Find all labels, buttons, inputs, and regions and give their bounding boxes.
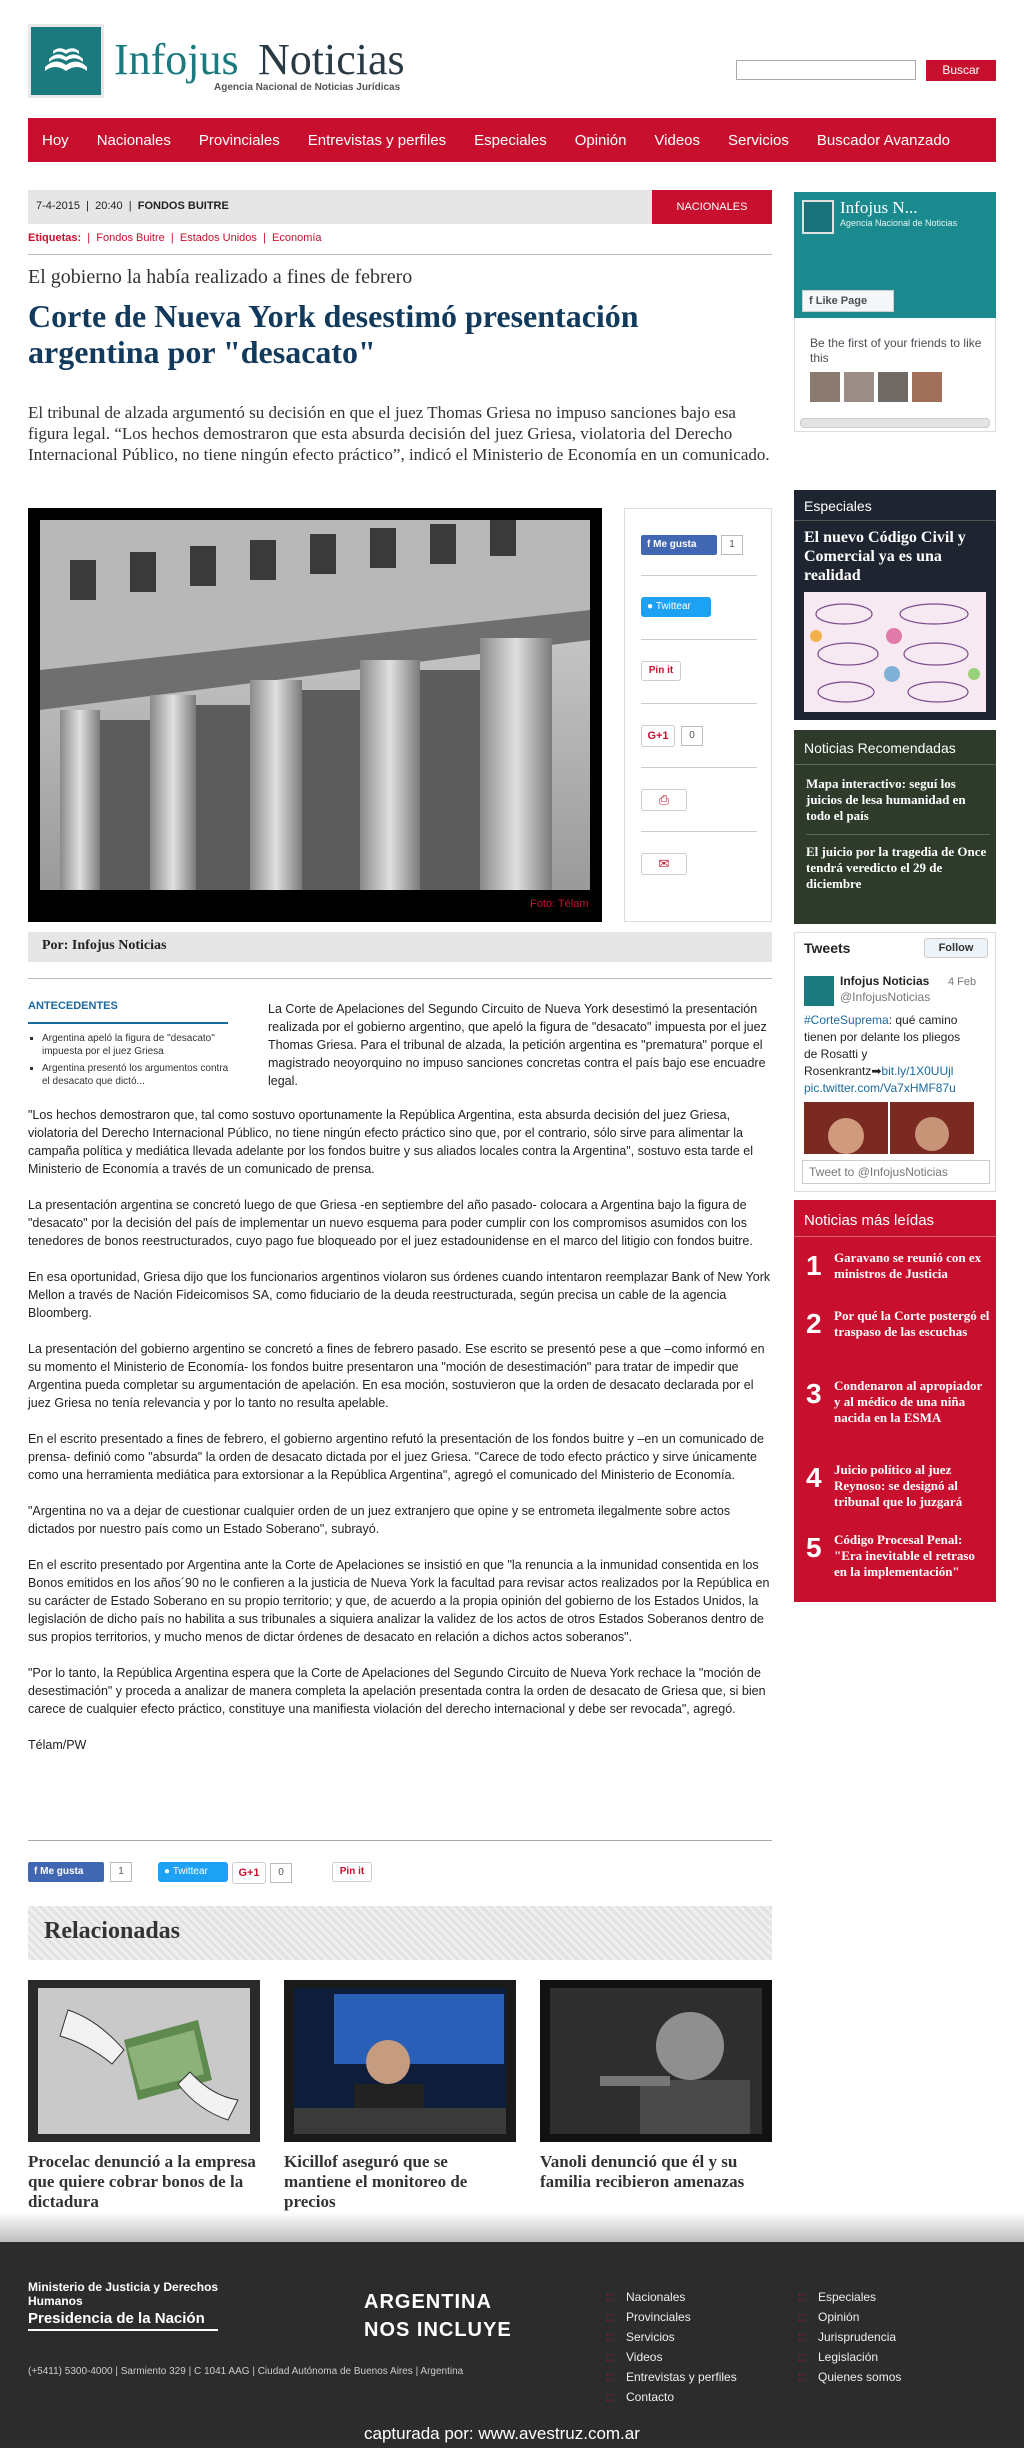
main-nav xyxy=(28,118,996,162)
article-source: Télam/PW xyxy=(28,1738,87,1752)
divider xyxy=(794,1236,996,1237)
mas-leida-link[interactable]: Condenaron al apropiador y al médico de una niña nacida en la ESMA xyxy=(834,1378,983,1425)
bottom-share-bar xyxy=(28,1862,772,1886)
facebook-like-count: 1 xyxy=(721,535,743,555)
nav-item-opinion[interactable]: Opinión xyxy=(574,131,627,149)
divider xyxy=(794,520,996,521)
rank-number: 2 xyxy=(806,1308,822,1339)
footer-link[interactable]: Nacionales xyxy=(626,2290,686,2304)
nav-item-hoy[interactable]: Hoy xyxy=(42,131,69,149)
tweet-to-input[interactable]: Tweet to @InfojusNoticias xyxy=(802,1160,990,1184)
divider xyxy=(28,1022,228,1024)
rank-number: 1 xyxy=(806,1250,822,1281)
google-plus-count: 0 xyxy=(270,1863,292,1883)
facebook-page-subtitle: Agencia Nacional de Noticias xyxy=(840,218,958,228)
site-logo[interactable] xyxy=(28,24,104,98)
bullet-icon: :: xyxy=(798,2350,805,2364)
codigo-civil-illustration[interactable] xyxy=(804,592,986,712)
related-image-vanoli[interactable] xyxy=(540,1980,772,2142)
bullet-icon: :: xyxy=(606,2290,613,2304)
facebook-friends-text: Be the first of your friends to like this xyxy=(810,336,982,365)
avatar[interactable] xyxy=(810,372,840,402)
twitter-bird-icon: ● xyxy=(164,1866,173,1877)
footer-link[interactable]: Jurisprudencia xyxy=(818,2330,897,2344)
nav-item-provinciales[interactable]: Provinciales xyxy=(198,131,280,149)
ministerio-logo-text[interactable]: Ministerio de Justicia y Derechos Humanos xyxy=(28,2280,219,2308)
facebook-like-label: Me gusta xyxy=(653,539,697,550)
article-headline: Corte de Nueva York desestimó presentación argentina por "desacato" xyxy=(28,298,639,370)
search-button[interactable]: Buscar xyxy=(926,60,996,81)
recomendadas-title: Noticias Recomendadas xyxy=(804,740,956,756)
especiales-title: Especiales xyxy=(804,498,872,514)
tweet-image[interactable] xyxy=(804,1102,974,1154)
facebook-like-page-button[interactable] xyxy=(802,290,894,312)
mas-leida-link[interactable]: Por qué la Corte postergó el traspaso de las escuchas xyxy=(834,1308,990,1339)
avatar[interactable] xyxy=(804,976,834,1006)
antecedente-link[interactable]: ▪ Argentina apeló la figura de "desacato" impuesta por el juez Griesa xyxy=(42,1032,234,1058)
pinterest-button[interactable]: Pin it xyxy=(641,661,681,681)
bullet-icon: :: xyxy=(606,2330,613,2344)
rank-number: 3 xyxy=(806,1378,822,1409)
tweet-text xyxy=(804,1012,974,1097)
bullet-icon: :: xyxy=(798,2310,805,2324)
nav-item-especiales[interactable]: Especiales xyxy=(474,131,547,149)
relacionadas-title: Relacionadas xyxy=(44,1918,181,1944)
nav-item-entrevistas[interactable]: Entrevistas y perfiles xyxy=(307,131,447,149)
tag-link[interactable]: Estados Unidos xyxy=(179,232,257,244)
tags-line: Etiquetas: | Fondos Buitre | Estados Unidos | Economía xyxy=(28,232,322,244)
mas-leida-link[interactable]: Código Procesal Penal: "Era inevitable el retraso en la implementación" xyxy=(834,1532,975,1579)
footer-contact: (+5411) 5300-4000 | Sarmiento 329 | C 1041 AAG | Ciudad Autónoma de Buenos Aires | Argentina xyxy=(28,2366,464,2377)
tweet-author-handle[interactable]: @InfojusNoticias xyxy=(840,990,931,1004)
tweet-author-name[interactable]: Infojus Noticias xyxy=(840,974,930,988)
brand-tagline: Agencia Nacional de Noticias Jurídicas xyxy=(214,82,401,93)
divider xyxy=(28,254,772,255)
facebook-page-avatar[interactable] xyxy=(802,200,834,234)
avatar[interactable] xyxy=(912,372,942,402)
tweet-button-label: Twittear xyxy=(172,1866,208,1877)
facebook-icon: f xyxy=(809,295,816,307)
article-paragraph: "Argentina no va a dejar de cuestionar cualquier orden de un juez extranjero que opine y se entrometa ilegalmente sobre actos dictados por nuestro país como un Estado Soberano", subrayó. xyxy=(28,1504,731,1536)
brand-name-primary[interactable]: Infojus xyxy=(114,35,239,84)
tweet-hashtag[interactable]: #CorteSuprema xyxy=(804,1013,889,1027)
tweet-button-label: Twittear xyxy=(655,601,691,612)
nav-item-buscador[interactable]: Buscador Avanzado xyxy=(816,131,951,149)
tweet-button[interactable] xyxy=(158,1862,228,1882)
bullet-icon: :: xyxy=(798,2330,805,2344)
tweet-link[interactable]: pic.twitter.com/Va7xHMF87u xyxy=(804,1081,956,1095)
nav-item-servicios[interactable]: Servicios xyxy=(728,131,789,149)
share-column xyxy=(624,508,772,922)
tag-link[interactable]: Fondos Buitre xyxy=(96,232,165,244)
article-paragraph: La presentación del gobierno argentino se concretó a fines de febrero pasado. Ese escrito se presentó pese a que –como informó en su momento el Ministerio de Economía- los fondos buitre presentaron una "moción de desestimación" para tratar de impedir que Argentina pueda completar su argumentación de apelación. En esa moción, sostuvieron que la orden de desacato declarada por el juez Griesa no tenía relevancia y por lo tanto no resulta apelable. xyxy=(28,1342,765,1410)
article-body xyxy=(28,1106,772,1772)
article-byline: Por: Infojus Noticias xyxy=(42,938,167,953)
bullet-icon: :: xyxy=(606,2390,613,2404)
bullet-icon: :: xyxy=(798,2290,805,2304)
facebook-icon: f xyxy=(34,1866,41,1877)
brand-name-secondary[interactable]: Noticias xyxy=(258,35,405,84)
tweet-link[interactable]: bit.ly/1X0UUjl xyxy=(881,1064,954,1078)
mas-leidas-title: Noticias más leídas xyxy=(804,1212,935,1229)
antecedente-link[interactable]: ▪ Argentina presentó los argumentos contra el desacato que dictó... xyxy=(42,1062,234,1088)
facebook-like-button[interactable] xyxy=(641,535,717,555)
bullet-icon: :: xyxy=(606,2310,613,2324)
footer-link[interactable]: Opinión xyxy=(818,2310,860,2324)
article-paragraph: La presentación argentina se concretó luego de que Griesa -en septiembre del año pasado- colocara a Argentina bajo la figura de "desacato" por la decisión del país de implementar un nuevo esquema para poder cumplir con los compromisos asumidos con los tenedores de bonos reestructurados, cuyo pago fue bloqueado por el juez estadounidense en el marco del litigio con fondos buitre. xyxy=(28,1198,753,1248)
rank-number: 4 xyxy=(806,1462,822,1493)
divider xyxy=(806,834,990,835)
capture-credit: capturada por: www.avestruz.com.ar xyxy=(364,2424,640,2443)
article-paragraph: "Por lo tanto, la República Argentina espera que la Corte de Apelaciones del Segundo Circuito de Nueva York rechace la "moción de desestimación" y proceda a analizar de manera completa la apelación presentada contra la orden de desacato de Griesa que, si bien carece de cualquier efecto práctico, constituye una manifiesta violación del derecho internacional y debe ser revocada", agregó. xyxy=(28,1666,766,1716)
antecedentes-title: ANTECEDENTES xyxy=(28,1000,118,1012)
presidencia-logo-text[interactable]: Presidencia de la Nación xyxy=(28,2310,218,2331)
avatar[interactable] xyxy=(878,372,908,402)
recomendadas-box xyxy=(794,730,996,924)
article-kicker: El gobierno la había realizado a fines de febrero xyxy=(28,266,413,288)
nav-item-videos[interactable]: Videos xyxy=(654,131,701,149)
recomendada-link[interactable]: Mapa interactivo: seguí los juicios de lesa humanidad en todo el país xyxy=(806,776,966,823)
related-image-hands-money[interactable] xyxy=(28,1980,260,2142)
divider xyxy=(641,767,757,768)
recomendada-link[interactable]: El juicio por la tragedia de Once tendrá veredicto el 29 de diciembre xyxy=(806,844,987,891)
bullet-icon: :: xyxy=(606,2370,613,2384)
related-image-kicillof[interactable] xyxy=(284,1980,516,2142)
printer-icon: ⎙ xyxy=(658,792,670,807)
tags-label: Etiquetas: xyxy=(28,232,82,244)
article-topic[interactable]: FONDOS BUITRE xyxy=(137,200,229,212)
related-headline[interactable]: Procelac denunció a la empresa que quiere cobrar bonos de la dictadura xyxy=(28,2152,256,2211)
like-page-label: Like Page xyxy=(815,295,868,307)
nos-incluye-text: NOS INCLUYE xyxy=(364,2319,512,2341)
facebook-like-count: 1 xyxy=(110,1862,132,1882)
nav-item-nacionales[interactable]: Nacionales xyxy=(96,131,171,149)
mas-leida-link[interactable]: Juicio político al juez Reynoso: se designó al tribunal que lo juzgará xyxy=(834,1462,963,1509)
argentina-text: ARGENTINA xyxy=(364,2291,492,2313)
twitter-bird-icon: ● xyxy=(647,601,656,612)
footer-link[interactable]: Contacto xyxy=(626,2390,675,2404)
print-button[interactable] xyxy=(641,789,687,811)
divider xyxy=(28,978,772,979)
footer-link[interactable]: Provinciales xyxy=(626,2310,691,2324)
email-button[interactable] xyxy=(641,853,687,875)
facebook-icon: f xyxy=(647,539,654,550)
article-lead: El tribunal de alzada argumentó su decisión en que el juez Thomas Griesa no impuso sanciones bajo esa figura legal. “Los hechos demostraron que esta absurda decisión del juez Griesa, violatoria del Derecho Internacional Público, no tiene ningún efecto práctico”, indicó el Ministerio de Economía en un comunicado. xyxy=(28,403,770,464)
article-date: 7-4-2015 xyxy=(36,200,81,212)
mas-leida-link[interactable]: Garavano se reunió con ex ministros de Justicia xyxy=(834,1250,982,1281)
footer-link[interactable]: Legislación xyxy=(818,2350,879,2364)
antecedentes-list xyxy=(38,1032,234,1092)
rank-number: 5 xyxy=(806,1532,822,1563)
divider xyxy=(641,703,757,704)
facebook-page-title[interactable]: Infojus N... xyxy=(840,198,918,217)
divider xyxy=(794,764,996,765)
footer-link[interactable]: Entrevistas y perfiles xyxy=(626,2370,737,2384)
related-headline[interactable]: Vanoli denunció que él y su familia recibieron amenazas xyxy=(540,2152,745,2191)
divider xyxy=(641,831,757,832)
footer-link[interactable]: Especiales xyxy=(818,2290,877,2304)
google-plus-button[interactable]: G+1 xyxy=(641,725,675,747)
envelope-icon: ✉ xyxy=(658,856,670,871)
footer-link[interactable]: Quienes somos xyxy=(818,2370,902,2384)
argentina-nos-incluye-logo[interactable] xyxy=(364,2288,512,2344)
facebook-like-label: Me gusta xyxy=(40,1866,84,1877)
google-plus-button[interactable]: G+1 xyxy=(232,1862,266,1884)
tweet-body: : qué camino tienen por delante los pliegos de Rosatti y Rosenkrantz➡ xyxy=(804,1013,961,1078)
divider xyxy=(641,639,757,640)
bullet-icon: :: xyxy=(606,2350,613,2364)
footer-fade xyxy=(0,2212,1024,2242)
search-input[interactable] xyxy=(736,60,916,80)
pinterest-button[interactable]: Pin it xyxy=(332,1862,372,1882)
horizontal-scrollbar[interactable] xyxy=(800,418,990,428)
facebook-like-button[interactable] xyxy=(28,1862,104,1882)
article-paragraph: En el escrito presentado por Argentina ante la Corte de Apelaciones se insistió en que "la renuncia a la inmunidad consentida en los Bonos emitidos en los años´90 no le confieren a la justicia de Nueva York la facultad para revisar actos realizados por la República en su carácter de Estado Soberano en su propio territorio; y que, de acuerdo a la propia opinión del gobierno de los Estados Unidos, la legislación de dicho país no habilita a sus tribunales a siquiera analizar la validez de los actos de otros Estados Soberanos dentro de sus propios territorios, y mucho menos de dictar órdenes de desacato en relación a dichos actos soberanos". xyxy=(28,1558,770,1644)
photo-credit: Foto: Télam xyxy=(530,898,589,910)
article-meta: 7-4-2015 | 20:40 | FONDOS BUITRE xyxy=(36,200,229,212)
tweet-date[interactable]: 4 Feb xyxy=(948,976,977,988)
footer-link[interactable]: Videos xyxy=(626,2350,663,2364)
article-body-first: La Corte de Apelaciones del Segundo Circuito de Nueva York desestimó la presentación realizada por el gobierno argentino, que apeló la figura de "desacato" impuesta por el juez Thomas Griesa. Para el tribunal de alzada, la petición argentina es "prematura" porque el magistrado neoyorquino no impuso sanciones concretas contra el país bajo ese encuadre legal. xyxy=(268,1002,767,1088)
article-paragraph: En el escrito presentado a fines de febrero, el gobierno argentino refutó la presentación de los fondos buitre y –en un comunicado de prensa- definió como "absurda" la orden de desacato dictada por el juez Griesa. "Carece de todo efecto práctico y sirve únicamente como una herramienta mediática para extorsionar a la República Argentina", agregó el comunicado del Ministerio de Economía. xyxy=(28,1432,764,1482)
avatar[interactable] xyxy=(844,372,874,402)
related-headline[interactable]: Kicillof aseguró que se mantiene el monitoreo de precios xyxy=(284,2152,468,2211)
article-paragraph: "Los hechos demostraron que, tal como sostuvo oportunamente la República Argentina, esta absurda decisión del juez Griesa, violatoria del Derecho Internacional Público, no tiene ningún efecto práctico sino que, por el contrario, sólo sirve para alimentar la campaña política y mediática llevada adelante por los fondos buitre y sus aliados locales contra la Argentina", sostuvo esta tarde el Ministerio de Economía a través de un comunicado de prensa. xyxy=(28,1108,753,1176)
article-paragraph: En esa oportunidad, Griesa dijo que los funcionarios argentinos violaron sus órdenes cuando intentaron reemplazar Bank of New York Mellon a través de Nación Fideicomisos SA, como fiduciario de la deuda reestructurada, según precisa un cable de la agencia Bloomberg. xyxy=(28,1270,771,1320)
google-plus-count: 0 xyxy=(681,726,703,746)
article-time: 20:40 xyxy=(95,200,123,212)
bullet-icon: :: xyxy=(798,2370,805,2384)
tweets-title: Tweets xyxy=(804,940,851,956)
courthouse-photo[interactable] xyxy=(40,520,590,890)
especiales-headline[interactable]: El nuevo Código Civil y Comercial ya es una realidad xyxy=(804,529,966,584)
tweet-button[interactable] xyxy=(641,597,711,617)
twitter-follow-button[interactable]: Follow xyxy=(924,938,988,958)
section-badge[interactable]: NACIONALES xyxy=(652,190,772,224)
divider xyxy=(641,575,757,576)
divider xyxy=(28,1840,772,1841)
tag-link[interactable]: Economía xyxy=(272,232,322,244)
footer xyxy=(0,2242,1024,2448)
book-logo-icon xyxy=(41,41,91,81)
footer-link[interactable]: Servicios xyxy=(626,2330,675,2344)
